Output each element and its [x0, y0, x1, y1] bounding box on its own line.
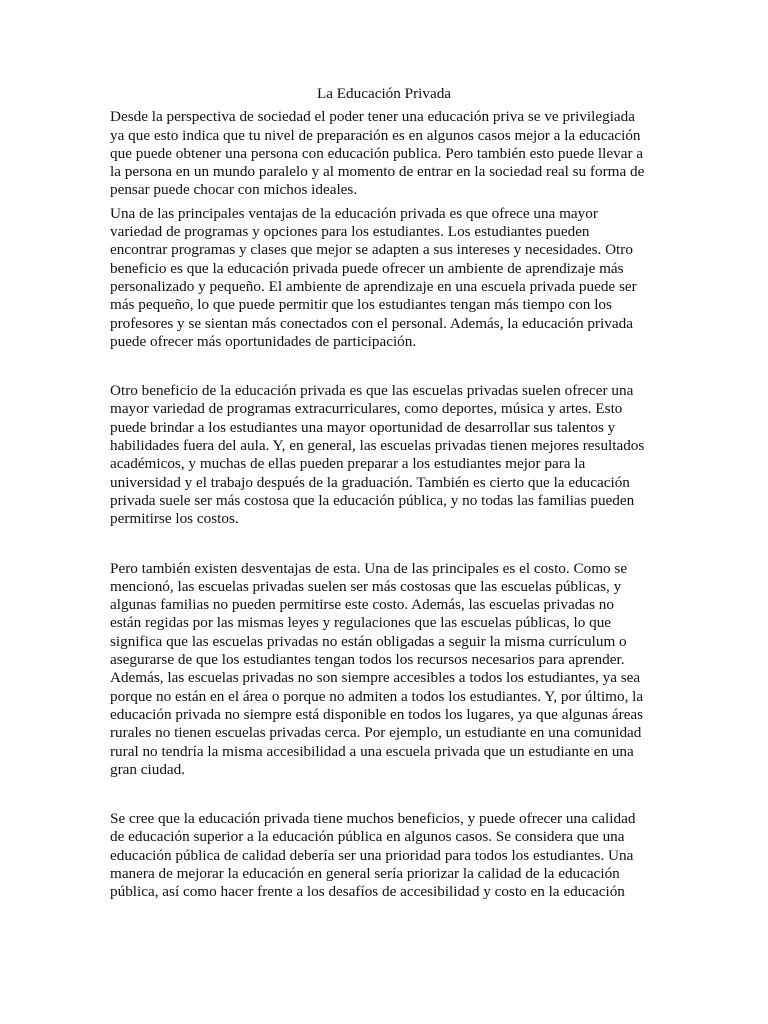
text-line: privada suele ser más costosa que la educación pública, y no todas las familias pueden — [110, 491, 635, 509]
text-line: profesores y se sientan más conectados con el personal. Además, la educación privada — [110, 314, 633, 332]
text-line: educación privada no siempre está disponible en todos los lugares, ya que algunas áreas — [110, 705, 644, 723]
paragraph-4 — [110, 560, 658, 780]
text-line: puede brindar a los estudiantes una mayor oportunidad de desarrollar sus talentos y — [110, 418, 616, 436]
text-line: la persona en un mundo paralelo y al momento de entrar en la sociedad real su forma de — [110, 163, 645, 181]
text-line: permitirse los costos. — [110, 510, 239, 528]
text-line: personalizado y pequeño. El ambiente de aprendizaje en una escuela privada puede ser — [110, 277, 637, 295]
text-line: encontrar programas y clases que mejor se adapten a sus intereses y necesidades. Otro — [110, 241, 633, 259]
text-line: Se cree que la educación privada tiene muchos beneficios, y puede ofrecer una calidad — [110, 810, 636, 828]
paragraph-spacer — [110, 351, 658, 382]
text-line: de educación superior a la educación pública en algunos casos. Se considera que una — [110, 828, 625, 846]
text-line: mayor variedad de programas extracurriculares, como deportes, música y artes. Esto — [110, 400, 623, 418]
text-line: Además, las escuelas privadas no son siempre accesibles a todos los estudiantes, ya sea — [110, 669, 641, 687]
paragraph-3 — [110, 382, 658, 528]
paragraph-2 — [110, 205, 658, 351]
text-line: universidad y el trabajo después de la graduación. También es cierto que la educación — [110, 473, 630, 491]
paragraph-5 — [110, 810, 658, 901]
text-line: que puede obtener una persona con educación publica. Pero también esto puede llevar a — [110, 144, 644, 162]
paragraph-spacer — [110, 529, 658, 560]
text-line: habilidades fuera del aula. Y, en general, las escuelas privadas tienen mejores resultados — [110, 437, 645, 455]
paragraph-spacer — [110, 779, 658, 810]
text-line: gran ciudad. — [110, 760, 186, 778]
text-line: significa que las escuelas privadas no están obligadas a seguir la misma currículum o — [110, 632, 627, 650]
text-line: Una de las principales ventajas de la educación privada es que ofrece una mayor — [110, 204, 598, 222]
text-line: rural no tendría la misma accesibilidad a una escuela privada que un estudiante en una — [110, 742, 634, 760]
text-line: rurales no tienen escuelas privadas cerca. Por ejemplo, un estudiante en una comunidad — [110, 724, 642, 742]
text-line: algunas familias no pueden permitirse este costo. Además, las escuelas privadas no — [110, 596, 614, 614]
text-line: académicos, y muchas de ellas pueden preparar a los estudiantes mejor para la — [110, 455, 586, 473]
text-line: manera de mejorar la educación en general sería priorizar la calidad de la educación — [110, 864, 620, 882]
text-line: educación pública de calidad debería ser una prioridad para todos los estudiantes. Una — [110, 846, 634, 864]
text-line: porque no están en el área o porque no admiten a todos los estudiantes. Y, por último, la — [110, 687, 644, 705]
paragraph-1 — [110, 108, 658, 199]
document-body — [110, 85, 658, 902]
text-line: puede ofrecer más oportunidades de participación. — [110, 332, 417, 350]
text-line: Otro beneficio de la educación privada es que las escuelas privadas suelen ofrecer una — [110, 382, 634, 400]
document-title: La Educación Privada — [316, 85, 452, 102]
text-line: más pequeño, lo que puede permitir que los estudiantes tengan más tiempo con los — [110, 296, 612, 314]
text-line: variedad de programas y opciones para los estudiantes. Los estudiantes pueden — [110, 223, 590, 241]
text-line: pensar puede chocar con michos ideales. — [110, 181, 358, 199]
text-line: pública, así como hacer frente a los desafíos de accesibilidad y costo en la educación — [110, 883, 625, 901]
text-line: beneficio es que la educación privada puede ofrecer un ambiente de aprendizaje más — [110, 259, 624, 277]
text-line: mencionó, las escuelas privadas suelen ser más costosas que las escuelas públicas, y — [110, 577, 622, 595]
text-line: Desde la perspectiva de sociedad el poder tener una educación priva se ve privilegiada — [110, 108, 635, 126]
text-line: están regidas por las mismas leyes y regulaciones que las escuelas públicas, lo que — [110, 614, 612, 632]
text-line: ya que esto indica que tu nivel de preparación es en algunos casos mejor a la educación — [110, 126, 641, 144]
text-line: asegurarse de que los estudiantes tengan todos los recursos necesarios para aprender. — [110, 651, 625, 669]
text-line: Pero también existen desventajas de esta. Una de las principales es el costo. Como se — [110, 559, 628, 577]
